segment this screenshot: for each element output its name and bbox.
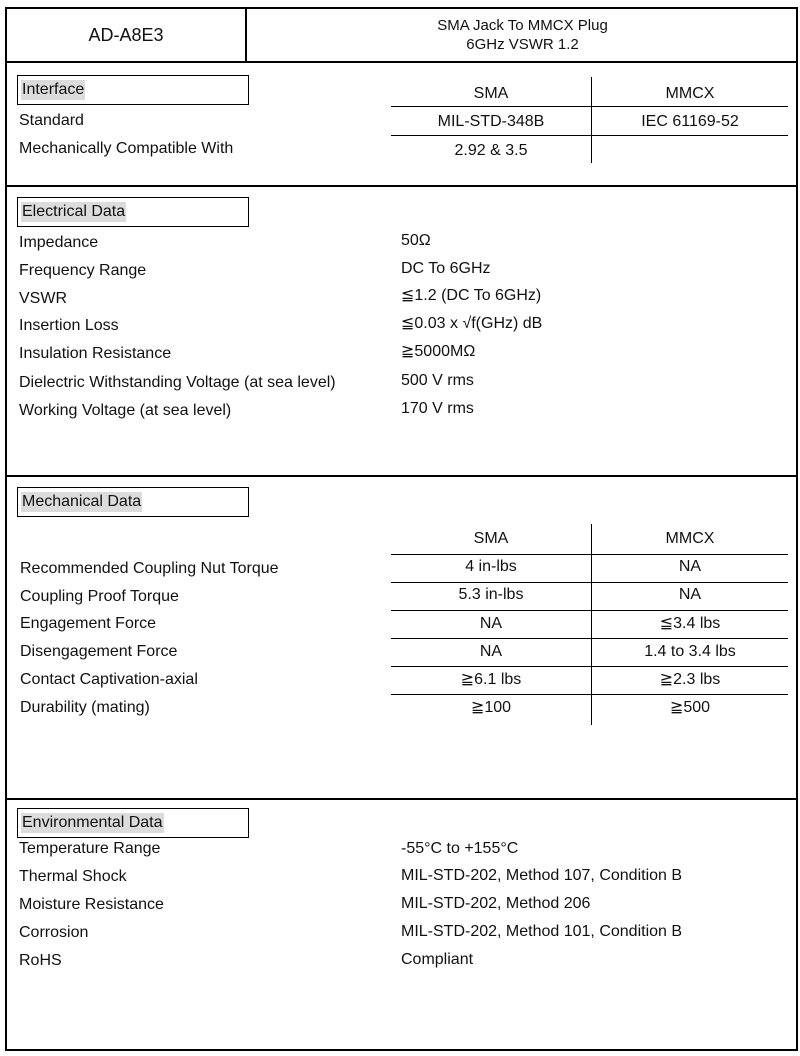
mechanical-row-rule [391, 610, 788, 611]
environmental-row-label: Corrosion [19, 924, 89, 941]
mechanical-row-rule [391, 582, 788, 583]
section-divider [7, 798, 796, 800]
environmental-row-label: Moisture Resistance [19, 896, 164, 913]
mechanical-row-mmcx: NA [678, 586, 702, 603]
product-title [249, 9, 796, 61]
product-title-line-1: SMA Jack To MMCX Plug [437, 17, 608, 34]
product-title-line-2: 6GHz VSWR 1.2 [466, 36, 579, 53]
mechanical-section-title: Mechanical Data [17, 487, 249, 517]
interface-standard-mmcx: IEC 61169-52 [641, 113, 739, 130]
environmental-row-value: MIL-STD-202, Method 206 [401, 895, 591, 912]
interface-col-sma: SMA [473, 85, 509, 102]
mechanical-row-label: Coupling Proof Torque [20, 588, 179, 605]
mechanical-row-sma: NA [479, 615, 503, 632]
electrical-row-value: ≧5000MΩ [401, 343, 476, 360]
electrical-row-value: 170 V rms [401, 400, 474, 417]
mechanical-col-sma: SMA [473, 530, 509, 547]
datasheet [5, 7, 798, 1051]
mechanical-row-label: Recommended Coupling Nut Torque [20, 560, 279, 577]
mechanical-row-mmcx: ≦3.4 lbs [659, 615, 721, 632]
interface-col-mmcx: MMCX [665, 85, 715, 102]
environmental-row-label: RoHS [19, 952, 62, 969]
datasheet-header [7, 9, 796, 63]
environmental-row-label: Temperature Range [19, 840, 161, 857]
interface-compatible-sma: 2.92 & 3.5 [454, 142, 528, 159]
environmental-row-value: MIL-STD-202, Method 107, Condition B [401, 867, 683, 884]
mechanical-col-mmcx: MMCX [665, 530, 715, 547]
interface-standard-sma: MIL-STD-348B [437, 113, 545, 130]
electrical-row-value: 500 V rms [401, 372, 474, 389]
environmental-row-label: Thermal Shock [19, 868, 127, 885]
part-number: AD-A8E3 [7, 9, 247, 61]
mechanical-row-mmcx: ≧500 [669, 699, 711, 716]
electrical-row-label: Dielectric Withstanding Voltage (at sea level) [19, 374, 336, 391]
interface-row-label: Standard [19, 112, 84, 129]
interface-row-label: Mechanically Compatible With [19, 140, 234, 157]
mechanical-row-rule [391, 666, 788, 667]
electrical-row-label: Working Voltage (at sea level) [19, 402, 232, 419]
environmental-row-value: Compliant [401, 951, 474, 968]
mechanical-header-rule [391, 554, 788, 555]
section-divider [7, 475, 796, 477]
electrical-section-title: Electrical Data [17, 197, 249, 227]
environmental-section-title: Environmental Data [17, 808, 249, 838]
mechanical-row-sma: 5.3 in-lbs [458, 586, 524, 603]
interface-row-rule [391, 135, 788, 136]
electrical-row-label: Impedance [19, 234, 99, 251]
electrical-row-label: Frequency Range [19, 262, 147, 279]
interface-column-divider [591, 77, 592, 163]
electrical-row-label: Insulation Resistance [19, 345, 172, 362]
mechanical-row-sma: ≧100 [470, 699, 512, 716]
electrical-row-value: ≦1.2 (DC To 6GHz) [401, 287, 542, 304]
electrical-row-label: VSWR [19, 290, 67, 307]
environmental-row-value: MIL-STD-202, Method 101, Condition B [401, 923, 683, 940]
electrical-row-value: DC To 6GHz [401, 260, 491, 277]
mechanical-row-label: Contact Captivation-axial [20, 671, 198, 688]
electrical-row-label: Insertion Loss [19, 317, 119, 334]
electrical-row-value: 50Ω [401, 232, 431, 249]
interface-header-rule [391, 106, 788, 107]
mechanical-row-rule [391, 638, 788, 639]
mechanical-column-divider [591, 524, 592, 725]
electrical-row-value: ≦0.03 x √f(GHz) dB [401, 315, 543, 332]
mechanical-row-mmcx: 1.4 to 3.4 lbs [644, 643, 736, 660]
mechanical-row-sma: NA [479, 643, 503, 660]
mechanical-row-label: Disengagement Force [20, 643, 178, 660]
mechanical-row-label: Durability (mating) [20, 699, 150, 716]
mechanical-row-sma: ≧6.1 lbs [460, 671, 522, 688]
mechanical-row-sma: 4 in-lbs [465, 558, 517, 575]
mechanical-row-mmcx: NA [678, 558, 702, 575]
interface-section-title: Interface [17, 75, 249, 105]
section-divider [7, 185, 796, 187]
mechanical-row-mmcx: ≧2.3 lbs [659, 671, 721, 688]
mechanical-row-label: Engagement Force [20, 615, 157, 632]
environmental-row-value: -55°C to +155°C [401, 840, 519, 857]
mechanical-row-rule [391, 694, 788, 695]
